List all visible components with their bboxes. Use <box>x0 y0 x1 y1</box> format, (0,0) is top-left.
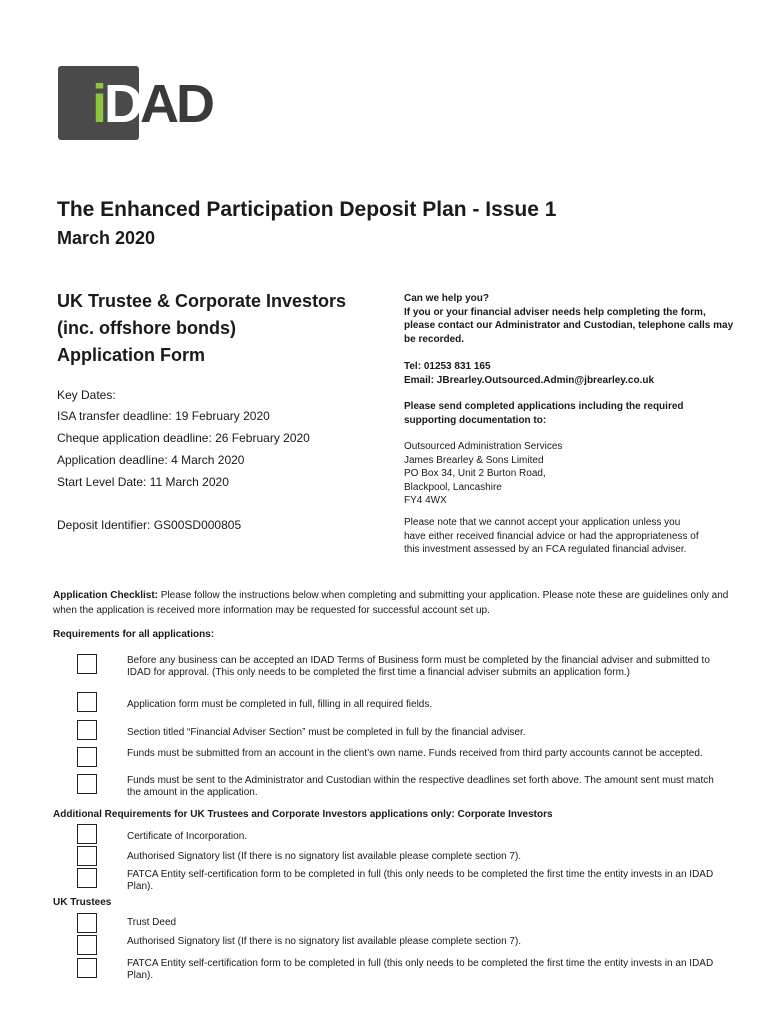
address-line: Outsourced Administration Services <box>404 441 563 452</box>
trustee-requirement-item: FATCA Entity self-certification form to be completed in full (this only needs to be completed the first time the entity invests in an IDAD Plan). <box>127 958 714 981</box>
requirement-item: Funds must be submitted from an account in the client’s own name. Funds received from third party accounts cannot be accepted. <box>127 748 703 759</box>
application-deadline: Application deadline: 4 March 2020 <box>57 453 245 467</box>
logo-letters: DAD <box>104 74 213 134</box>
document-title: The Enhanced Participation Deposit Plan - Issue 1 <box>57 198 557 221</box>
help-heading: Can we help you? <box>404 293 490 304</box>
help-body: If you or your financial adviser needs help completing the form, please contact our Administrator and Custodian, telephone calls may be recorded. <box>404 306 734 345</box>
checkbox[interactable] <box>77 935 97 955</box>
checkbox[interactable] <box>77 868 97 888</box>
contact-section <box>404 360 734 387</box>
checkbox[interactable] <box>77 958 97 978</box>
document-subtitle: March 2020 <box>57 228 156 248</box>
checklist-intro <box>53 588 733 618</box>
key-dates-label: Key Dates: <box>57 388 116 402</box>
advice-note: Please note that we cannot accept your application unless you have either received financial advice or had the appropriateness of this investment assessed by an FCA regulated financial adviser. <box>404 517 699 555</box>
requirement-item: Section titled “Financial Adviser Section” must be completed in full by the financial adviser. <box>127 727 526 738</box>
uk-trustees-heading: UK Trustees <box>53 897 112 908</box>
cheque-deadline: Cheque application deadline: 26 February 2020 <box>57 431 310 445</box>
corporate-requirements-heading: Additional Requirements for UK Trustees and Corporate Investors applications only: Corporate Investors <box>53 809 553 820</box>
checkbox[interactable] <box>77 747 97 767</box>
corporate-requirement-item: FATCA Entity self-certification form to be completed in full (this only needs to be completed the first time the entity invests in an IDAD Plan). <box>127 869 714 892</box>
postal-address <box>404 440 734 508</box>
form-heading-line1: UK Trustee & Corporate Investors <box>57 291 347 311</box>
requirement-item: Before any business can be accepted an IDAD Terms of Business form must be completed by the financial adviser and submitted to IDAD for approval. (This only needs to be completed the first time a financial adviser submits an application form.) <box>127 655 710 678</box>
help-telephone: Tel: 01253 831 165 <box>404 361 491 372</box>
start-level-date: Start Level Date: 11 March 2020 <box>57 475 229 489</box>
checkbox[interactable] <box>77 824 97 844</box>
address-line: PO Box 34, Unit 2 Burton Road, <box>404 468 546 479</box>
checkbox[interactable] <box>77 913 97 933</box>
form-heading <box>57 288 346 369</box>
checklist-intro-text: Please follow the instructions below when completing and submitting your application. Please note these are guidelines only and when the application is received more information may be requested for successful account set up. <box>53 590 729 616</box>
send-note: Please send completed applications including the required supporting documentation to: <box>404 401 684 426</box>
address-line: Blackpool, Lancashire <box>404 481 502 493</box>
requirement-item: Application form must be completed in full, filling in all required fields. <box>127 699 433 710</box>
form-heading-line2: (inc. offshore bonds) <box>57 318 236 338</box>
checkbox[interactable] <box>77 692 97 712</box>
isa-deadline: ISA transfer deadline: 19 February 2020 <box>57 409 270 423</box>
checkbox[interactable] <box>77 720 97 740</box>
checkbox[interactable] <box>77 846 97 866</box>
help-email: Email: JBrearley.Outsourced.Admin@jbrearley.co.uk <box>404 374 655 386</box>
corporate-requirement-item: Authorised Signatory list (If there is no signatory list available please complete section 7). <box>127 851 522 862</box>
corporate-requirement-item: Certificate of Incorporation. <box>127 831 248 842</box>
logo-letter-i: i <box>92 74 105 134</box>
checkbox[interactable] <box>77 774 97 794</box>
address-line: FY4 4WX <box>404 495 447 506</box>
address-line: James Brearley & Sons Limited <box>404 454 544 466</box>
idad-logo <box>92 74 212 134</box>
deposit-identifier: Deposit Identifier: GS00SD000805 <box>57 518 242 532</box>
requirements-all-heading: Requirements for all applications: <box>53 629 215 640</box>
help-section <box>404 292 734 346</box>
requirement-item: Funds must be sent to the Administrator and Custodian within the respective deadlines set forth above. The amount sent must match the amount in the application. <box>127 775 714 798</box>
checklist-intro-label: Application Checklist: <box>53 590 159 601</box>
checkbox[interactable] <box>77 654 97 674</box>
trustee-requirement-item: Trust Deed <box>127 917 177 928</box>
form-heading-line3: Application Form <box>57 345 205 365</box>
trustee-requirement-item: Authorised Signatory list (If there is no signatory list available please complete section 7). <box>127 936 522 947</box>
